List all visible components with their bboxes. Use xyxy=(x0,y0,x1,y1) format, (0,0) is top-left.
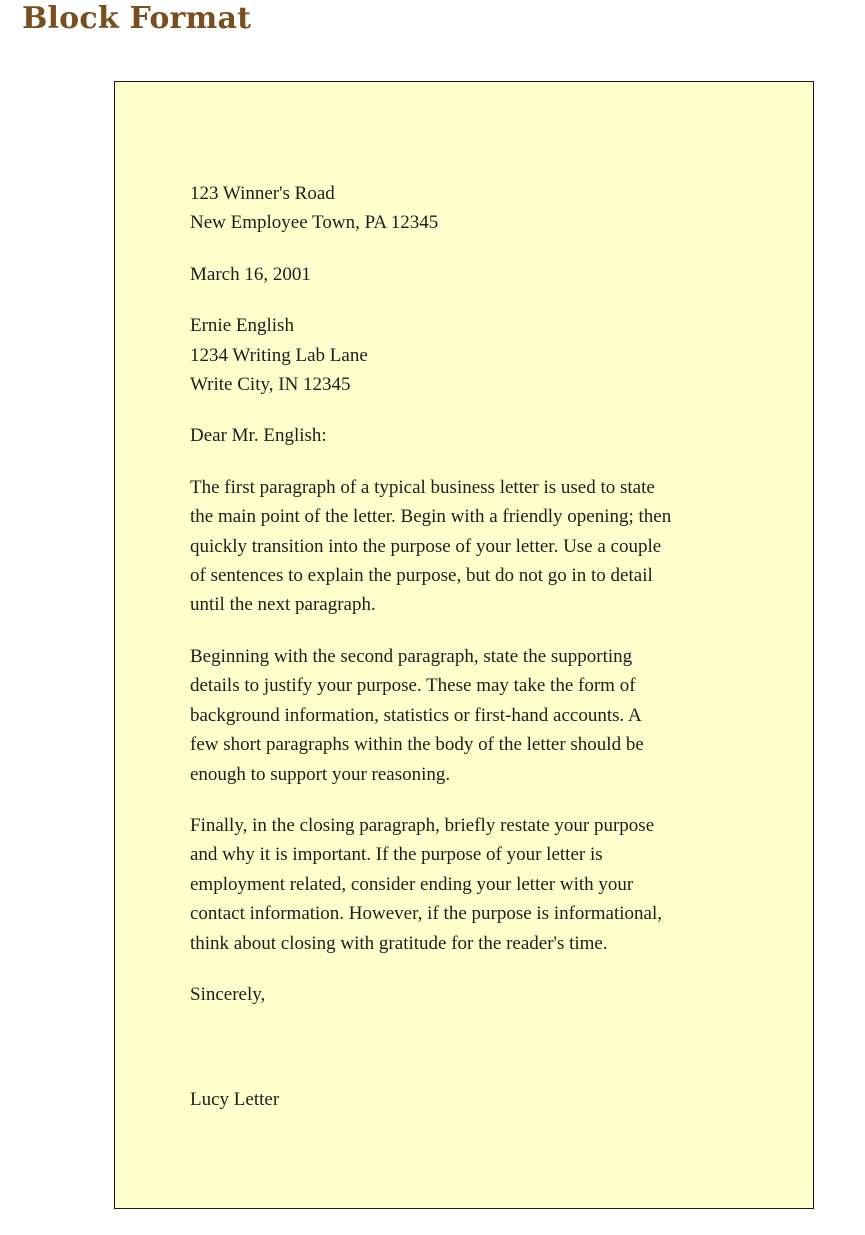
paragraph-line: Beginning with the second paragraph, state the supporting xyxy=(190,645,633,667)
paragraph-line: think about closing with gratitude for the reader's time. xyxy=(190,932,608,954)
paragraph-line: of sentences to explain the purpose, but do not go in to detail xyxy=(190,565,653,587)
recipient-street: 1234 Writing Lab Lane xyxy=(190,344,368,366)
sender-street: 123 Winner's Road xyxy=(190,183,335,204)
body-paragraph-3 xyxy=(190,811,750,958)
recipient-name: Ernie English xyxy=(190,315,294,337)
body-paragraph-1 xyxy=(190,473,750,620)
letter-date xyxy=(190,260,750,289)
letter-sample xyxy=(114,81,814,1209)
paragraph-line: employment related, consider ending your letter with your xyxy=(190,873,634,895)
paragraph-line: quickly transition into the purpose of your letter. Use a couple xyxy=(190,535,662,557)
body-paragraph-2 xyxy=(190,642,750,789)
closing-text: Sincerely, xyxy=(190,983,266,1005)
paragraph-line: until the next paragraph. xyxy=(190,594,376,616)
recipient-city: Write City, IN 12345 xyxy=(190,374,351,396)
paragraph-line: The first paragraph of a typical business letter is used to state xyxy=(190,476,655,498)
paragraph-line: details to justify your purpose. These may take the form of xyxy=(190,675,636,697)
paragraph-line: contact information. However, if the purpose is informational, xyxy=(190,903,662,925)
paragraph-line: and why it is important. If the purpose of your letter is xyxy=(190,844,603,866)
paragraph-line: enough to support your reasoning. xyxy=(190,763,451,785)
paragraph-line: background information, statistics or first-hand accounts. A xyxy=(190,704,642,726)
date-text: March 16, 2001 xyxy=(190,263,311,285)
sender-city: New Employee Town, PA 12345 xyxy=(190,212,439,234)
paragraph-line: Finally, in the closing paragraph, briefly restate your purpose xyxy=(190,814,655,836)
signature-name: Lucy Letter xyxy=(190,1089,280,1110)
paragraph-line: few short paragraphs within the body of the letter should be xyxy=(190,734,644,756)
sender-address xyxy=(190,179,750,238)
paragraph-line: the main point of the letter. Begin with a friendly opening; then xyxy=(190,506,672,528)
page-title: Block Format xyxy=(22,1,252,36)
letter-body xyxy=(190,179,750,1009)
salutation-text: Dear Mr. English: xyxy=(190,425,327,447)
closing xyxy=(190,980,750,1009)
salutation xyxy=(190,421,750,450)
recipient-address xyxy=(190,311,750,399)
